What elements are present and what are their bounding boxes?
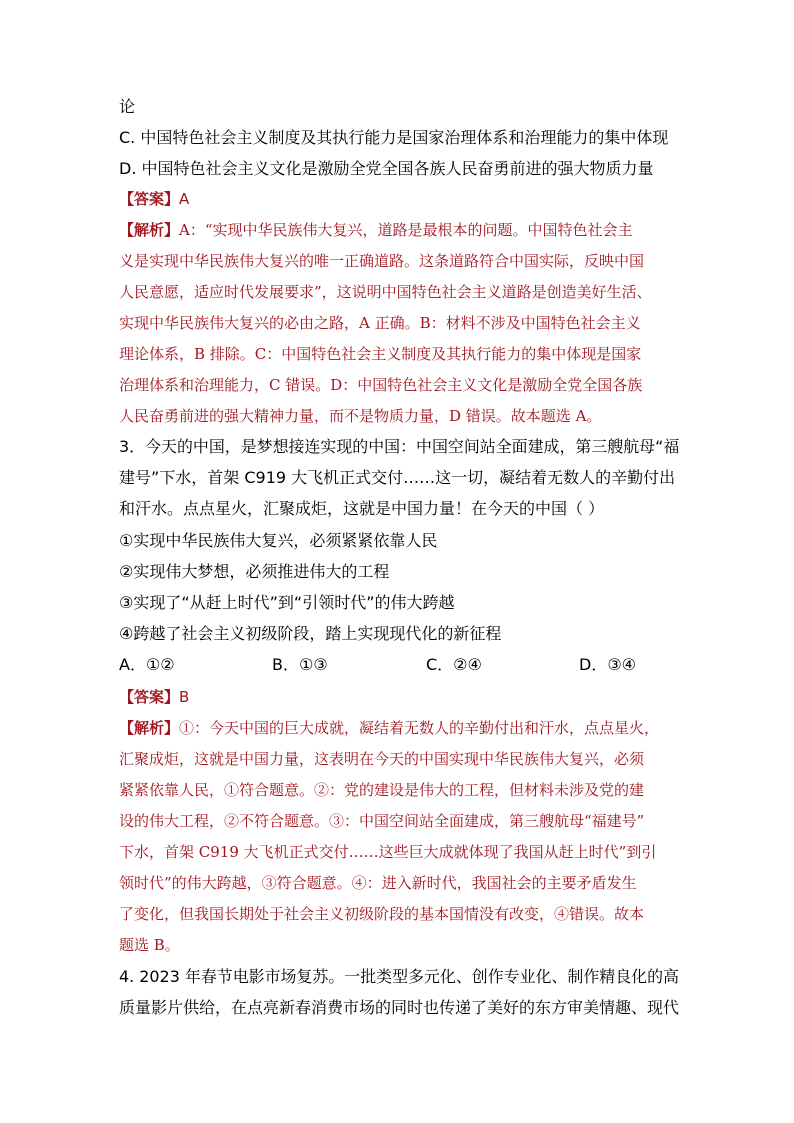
question-3-stem: 和汗水。点点星火，汇聚成炬，这就是中国力量！在今天的中国（ ） xyxy=(119,499,605,518)
question-4-stem: 4. 2023 年春节电影市场复苏。一批类型多元化、创作专业化、制作精良化的高 xyxy=(119,967,679,986)
answer-tag: 【答案】 xyxy=(119,190,180,208)
statement-2: ②实现伟大梦想，必须推进伟大的工程 xyxy=(119,562,390,581)
answer-options xyxy=(119,654,679,676)
answer-tag: 【答案】 xyxy=(119,688,180,706)
analysis-line: 设的伟大工程，②不符合题意。③：中国空间站全面建成，第三艘航母“福建号” xyxy=(119,812,645,830)
analysis-line: 实现中华民族伟大复兴的必由之路，A 正确。B：材料不涉及中国特色社会主义 xyxy=(119,314,641,332)
analysis-line xyxy=(119,219,679,241)
analysis-text: A：“实现中华民族伟大复兴，道路是最根本的问题。中国特色社会主 xyxy=(179,221,633,239)
question-3-stem: 3．今天的中国，是梦想接连实现的中国：中国空间站全面建成，第三艘航母“福 xyxy=(119,437,680,456)
analysis-line: 义是实现中华民族伟大复兴的唯一正确道路。这条道路符合中国实际，反映中国 xyxy=(119,252,645,270)
answer-value: A xyxy=(179,190,190,208)
analysis-line: 下水，首架 C919 大飞机正式交付……这些巨大成就体现了我国从赶上时代”到引 xyxy=(119,843,657,861)
answer-line-q2 xyxy=(119,188,679,209)
option-d: D．③④ xyxy=(579,655,637,674)
answer-value: B xyxy=(179,688,190,706)
analysis-line: 紧紧依靠人民，①符合题意。②：党的建设是伟大的工程，但材料未涉及党的建 xyxy=(119,781,645,799)
statement-4: ④跨越了社会主义初级阶段，踏上实现现代化的新征程 xyxy=(119,624,502,643)
analysis-line: 人民奋勇前进的强大精神力量，而不是物质力量，D 错误。故本题选 A。 xyxy=(119,407,602,425)
option-b: B．①③ xyxy=(272,655,328,674)
option-d-line: D. 中国特色社会主义文化是激励全党全国各族人民奋勇前进的强大物质力量 xyxy=(119,159,654,178)
question-3-stem: 建号”下水，首架 C919 大飞机正式交付……这一切，凝结着无数人的辛勤付出 xyxy=(119,468,676,487)
text-line: 论 xyxy=(119,97,136,116)
analysis-tag: 【解析】 xyxy=(119,719,180,737)
analysis-line: 治理体系和治理能力，C 错误。D：中国特色社会主义文化是激励全党全国各族 xyxy=(119,376,643,394)
answer-line-q3 xyxy=(119,686,679,707)
statement-3: ③实现了“从赶上时代”到“引领时代”的伟大跨越 xyxy=(119,593,455,612)
analysis-line: 了变化，但我国长期处于社会主义初级阶段的基本国情没有改变，④错误。故本 xyxy=(119,905,645,923)
analysis-tag: 【解析】 xyxy=(119,221,180,239)
analysis-line: 汇聚成炬，这就是中国力量，这表明在今天的中国实现中华民族伟大复兴，必须 xyxy=(119,750,645,768)
analysis-line: 领时代”的伟大跨越，③符合题意。④：进入新时代，我国社会的主要矛盾发生 xyxy=(119,874,637,892)
option-c: C．②④ xyxy=(426,655,482,674)
analysis-line: 人民意愿，适应时代发展要求”，这说明中国特色社会主义道路是创造美好生活、 xyxy=(119,283,652,301)
analysis-line: 题选 B。 xyxy=(119,936,180,954)
analysis-line xyxy=(119,717,679,739)
statement-1: ①实现中华民族伟大复兴，必须紧紧依靠人民 xyxy=(119,531,438,550)
option-c-line: C. 中国特色社会主义制度及其执行能力是国家治理体系和治理能力的集中体现 xyxy=(119,128,669,147)
analysis-text: ①：今天中国的巨大成就，凝结着无数人的辛勤付出和汗水，点点星火， xyxy=(179,719,660,737)
question-4-stem: 质量影片供给，在点亮新春消费市场的同时也传递了美好的东方审美情趣、现代 xyxy=(119,998,680,1017)
analysis-line: 理论体系，B 排除。C：中国特色社会主义制度及其执行能力的集中体现是国家 xyxy=(119,345,642,363)
option-a: A．①② xyxy=(119,655,175,674)
